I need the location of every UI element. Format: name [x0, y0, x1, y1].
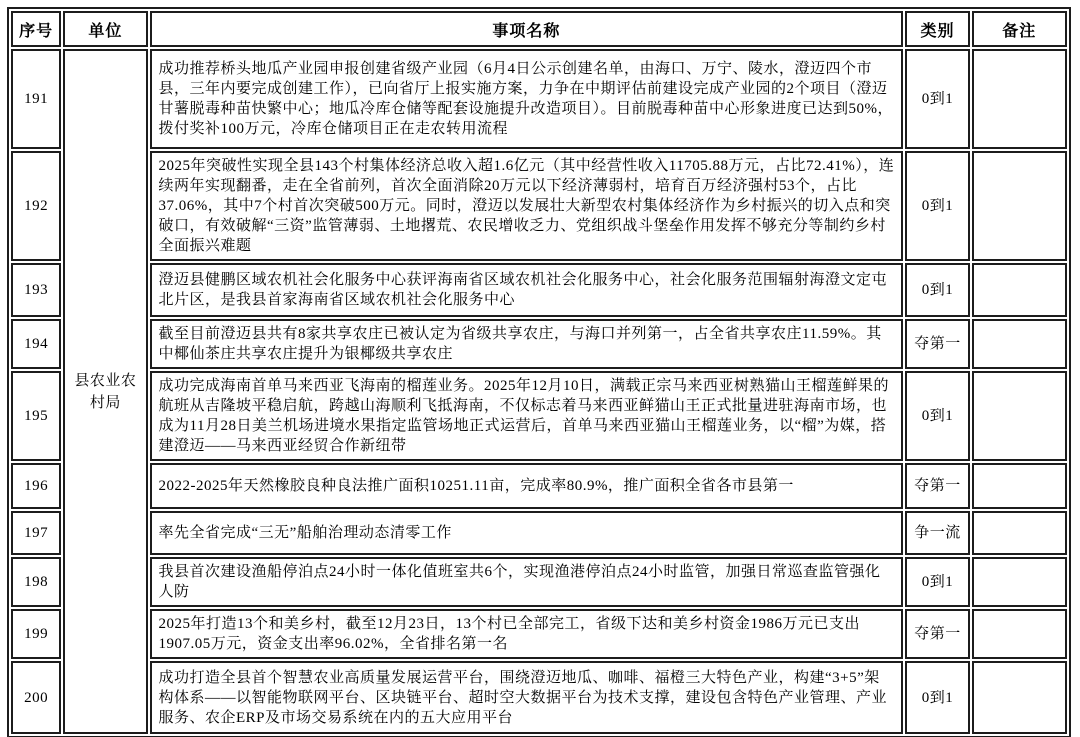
remark-cell [972, 49, 1067, 149]
item-cell: 率先全省完成“三无”船舶治理动态清零工作 [150, 511, 904, 555]
remark-cell [972, 511, 1067, 555]
header-serial: 序号 [11, 11, 61, 47]
item-cell: 我县首次建设渔船停泊点24小时一体化值班室共6个，实现渔港停泊点24小时监管，加强日常巡查监管强化人防 [150, 557, 904, 607]
category-cell: 夺第一 [905, 609, 969, 659]
serial-cell: 198 [11, 557, 61, 607]
category-cell: 0到1 [905, 151, 969, 261]
category-cell: 0到1 [905, 263, 969, 317]
header-category: 类别 [905, 11, 969, 47]
remark-cell [972, 609, 1067, 659]
serial-cell: 197 [11, 511, 61, 555]
item-cell: 澄迈县健鹏区域农机社会化服务中心获评海南省区域农机社会化服务中心，社会化服务范围辐射海澄文定屯北片区，是我县首家海南省区域农机社会化服务中心 [150, 263, 904, 317]
serial-cell: 199 [11, 609, 61, 659]
item-cell: 2025年突破性实现全县143个村集体经济总收入超1.6亿元（其中经营性收入11705.88万元，占比72.41%），连续两年实现翻番，走在全省前列，首次全面消除20万元以下经济薄弱村，培育百万经济强村53个，占比37.06%，其中7个村首次突破500万元。同时，澄迈以发展壮大新型农村集体经济作为乡村振兴的切入点和突破口，有效破解“三资”监管薄弱、土地撂荒、农民增收乏力、党组织战斗堡垒作用发挥不够充分等制约乡村全面振兴难题 [150, 151, 904, 261]
serial-cell: 191 [11, 49, 61, 149]
item-cell: 成功推荐桥头地瓜产业园申报创建省级产业园（6月4日公示创建名单，由海口、万宁、陵水，澄迈四个市县，三年内要完成创建工作），已向省厅上报实施方案，力争在中期评估前建设完成产业园的2个项目（澄迈甘薯脱毒种苗快繁中心；地瓜冷库仓储等配套设施提升改造项目）。目前脱毒种苗中心形象进度已达到50%，拨付奖补100万元，冷库仓储项目正在走农转用流程 [150, 49, 904, 149]
header-remark: 备注 [972, 11, 1067, 47]
item-cell: 截至目前澄迈县共有8家共享农庄已被认定为省级共享农庄，与海口并列第一，占全省共享农庄11.59%。其中椰仙茶庄共享农庄提升为银椰级共享农庄 [150, 319, 904, 369]
header-unit: 单位 [63, 11, 147, 47]
unit-cell: 县农业农村局 [63, 49, 147, 734]
remark-cell [972, 151, 1067, 261]
table-row [11, 263, 1067, 317]
header-item: 事项名称 [150, 11, 904, 47]
table-row [11, 371, 1067, 461]
category-cell: 夺第一 [905, 319, 969, 369]
category-cell: 0到1 [905, 661, 969, 734]
table-row [11, 511, 1067, 555]
remark-cell [972, 557, 1067, 607]
table-body [11, 49, 1067, 734]
category-cell: 0到1 [905, 557, 969, 607]
performance-table [7, 7, 1071, 737]
table-row [11, 609, 1067, 659]
table-row [11, 463, 1067, 509]
item-cell: 2022-2025年天然橡胶良种良法推广面积10251.11亩，完成率80.9%，推广面积全省各市县第一 [150, 463, 904, 509]
category-cell: 0到1 [905, 371, 969, 461]
table-row [11, 557, 1067, 607]
table-row [11, 661, 1067, 734]
serial-cell: 196 [11, 463, 61, 509]
remark-cell [972, 319, 1067, 369]
remark-cell [972, 371, 1067, 461]
table-row [11, 151, 1067, 261]
item-cell: 成功完成海南首单马来西亚飞海南的榴莲业务。2025年12月10日，满载正宗马来西亚树熟猫山王榴莲鲜果的航班从吉隆坡平稳启航，跨越山海顺利飞抵海南，不仅标志着马来西亚鲜猫山王正式批量进驻海南市场，也成为11月28日美兰机场进境水果指定监管场地正式运营后，首单马来西亚猫山王榴莲业务，以“榴”为媒，搭建澄迈——马来西亚经贸合作新纽带 [150, 371, 904, 461]
remark-cell [972, 263, 1067, 317]
category-cell: 争一流 [905, 511, 969, 555]
serial-cell: 193 [11, 263, 61, 317]
serial-cell: 194 [11, 319, 61, 369]
item-cell: 2025年打造13个和美乡村，截至12月23日，13个村已全部完工，省级下达和美乡村资金1986万元已支出1907.05万元，资金支出率96.02%，全省排名第一名 [150, 609, 904, 659]
category-cell: 0到1 [905, 49, 969, 149]
serial-cell: 192 [11, 151, 61, 261]
serial-cell: 195 [11, 371, 61, 461]
serial-cell: 200 [11, 661, 61, 734]
header-row [11, 11, 1067, 47]
item-cell: 成功打造全县首个智慧农业高质量发展运营平台，围绕澄迈地瓜、咖啡、福橙三大特色产业，构建“3+5”架构体系——以智能物联网平台、区块链平台、超时空大数据平台为技术支撑，建设包含特色产业管理、产业服务、农企ERP及市场交易系统在内的五大应用平台 [150, 661, 904, 734]
table-row [11, 319, 1067, 369]
table-row [11, 49, 1067, 149]
remark-cell [972, 463, 1067, 509]
category-cell: 夺第一 [905, 463, 969, 509]
remark-cell [972, 661, 1067, 734]
